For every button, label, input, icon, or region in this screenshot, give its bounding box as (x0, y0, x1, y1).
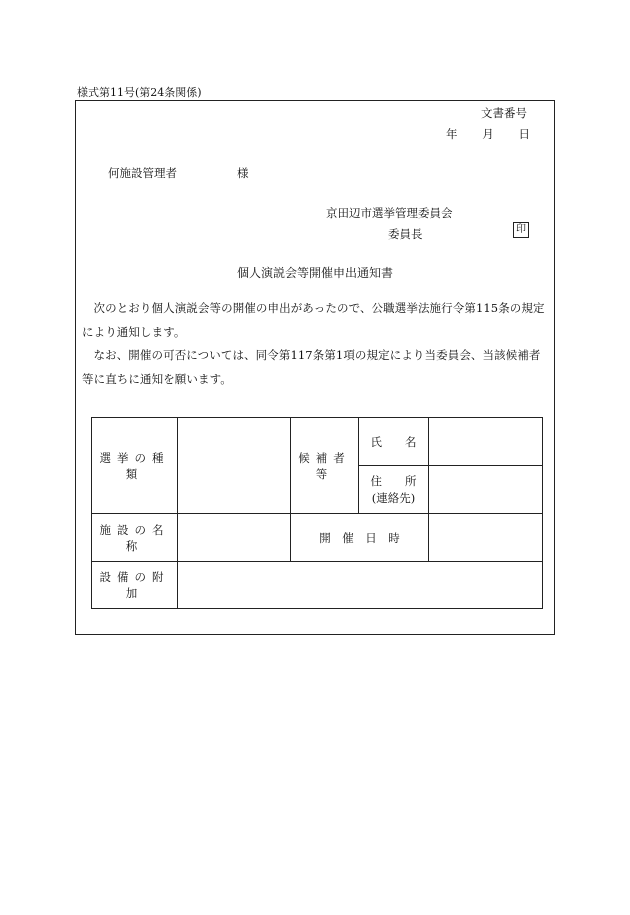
address-cell (359, 466, 429, 514)
details-table (91, 417, 543, 609)
contact-label: (連絡先) (371, 490, 416, 505)
name-value[interactable] (429, 418, 542, 466)
datetime-label: 開 催 日 時 (291, 514, 429, 562)
addressee-honorific: 様 (237, 166, 249, 180)
election-type-value[interactable] (178, 418, 291, 514)
issuer-chair: 委員長 (388, 227, 423, 241)
facility-name-label: 施設の名称 (92, 514, 178, 562)
addressee-name: 何施設管理者 (108, 166, 177, 180)
date-line (446, 126, 530, 142)
body-paragraph: 次のとおり個人演説会等の開催の申出があったので、公職選挙法施行令第115条の規定により通知します。 (82, 301, 545, 339)
body-paragraph: なお、開催の可否については、同令第117条第1項の規定により当委員会、当該候補者等に直ちに通知を願います。 (82, 348, 541, 386)
equipment-label: 設備の附加 (92, 562, 178, 608)
body-text (82, 297, 548, 391)
address-value[interactable] (429, 466, 542, 514)
issuer-committee: 京田辺市選挙管理委員会 (326, 206, 453, 220)
seal-stamp: 印 (513, 222, 529, 238)
equipment-value[interactable] (178, 562, 542, 608)
date-day-label: 日 (518, 127, 530, 141)
date-year-label: 年 (446, 127, 458, 141)
candidate-label: 候補者等 (291, 418, 359, 514)
date-month-label: 月 (482, 127, 494, 141)
document-number-label: 文書番号 (481, 106, 527, 120)
datetime-value[interactable] (429, 514, 542, 562)
form-number-label: 様式第11号(第24条関係) (77, 86, 202, 99)
document-title: 個人演説会等開催申出通知書 (236, 266, 393, 280)
notice-frame (75, 100, 555, 635)
address-label: 住 所 (370, 473, 417, 488)
name-label: 氏 名 (359, 418, 429, 466)
addressee (108, 165, 249, 181)
facility-name-value[interactable] (178, 514, 291, 562)
election-type-label: 選挙の種類 (92, 418, 178, 514)
